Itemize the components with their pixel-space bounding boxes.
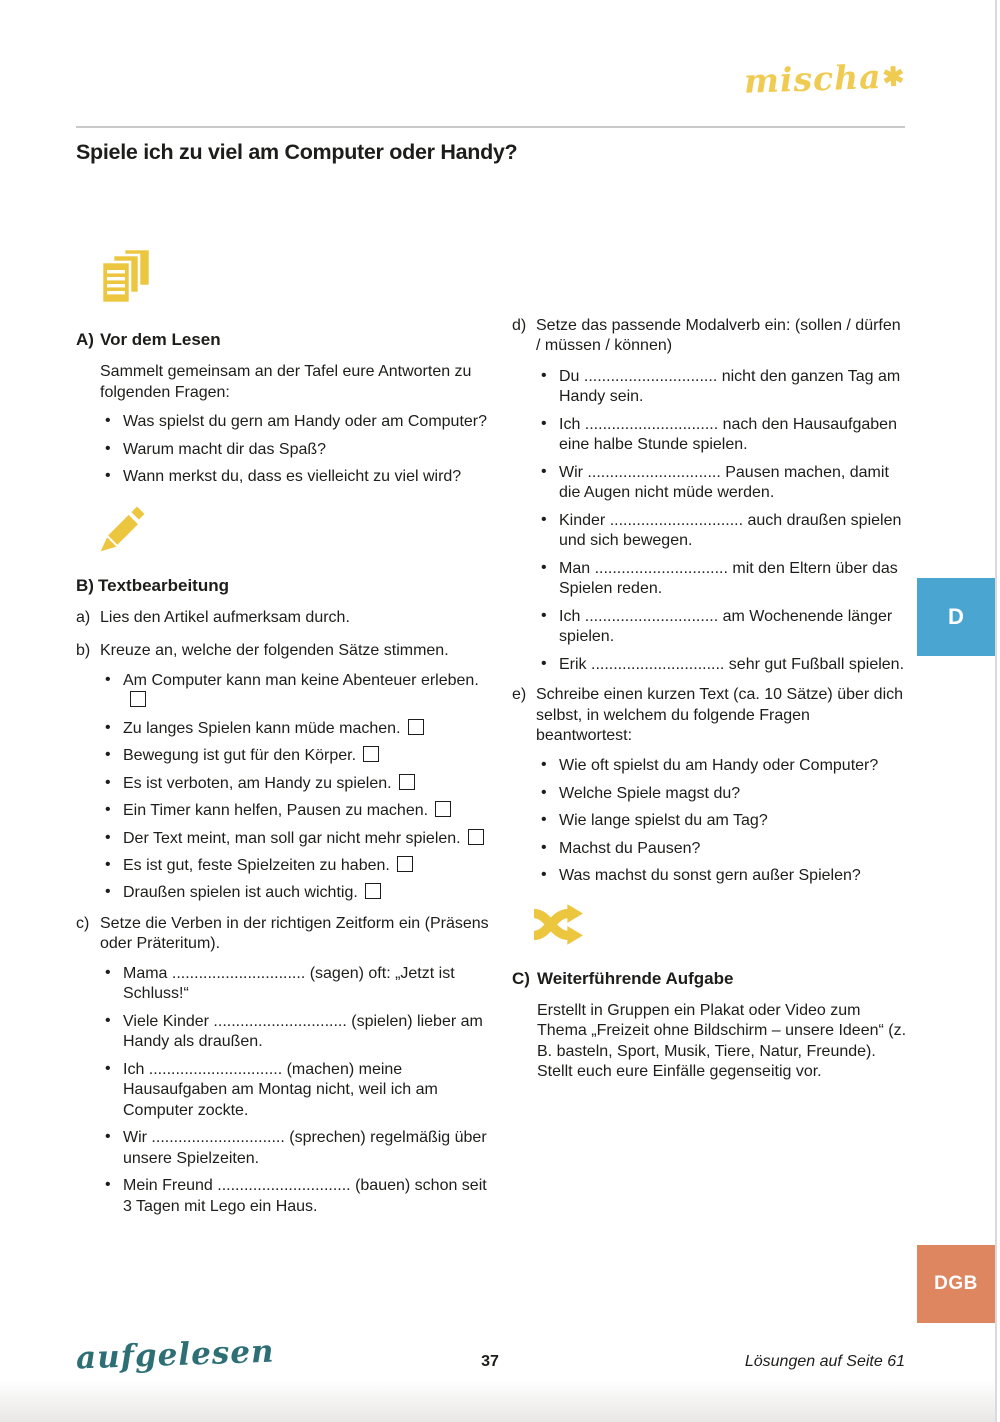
fill-blank-item: • Man .............................. mit den Eltern über das Spielen reden. <box>512 559 908 600</box>
list-item: • Machst du Pausen? <box>512 839 908 859</box>
checkbox[interactable] <box>363 746 379 762</box>
list-item: • Wie lange spielst du am Tag? <box>512 811 908 831</box>
checkbox-list <box>76 671 494 904</box>
checkbox-item <box>76 746 494 766</box>
task-a <box>76 608 494 628</box>
page-bottom-shadow <box>0 1380 995 1422</box>
checkbox-item <box>76 671 494 712</box>
section-c-heading-text: Weiterführende Aufgabe <box>537 969 734 989</box>
chapter-tab-d[interactable] <box>917 578 995 656</box>
task-a-text: Lies den Artikel aufmerksam durch. <box>100 608 350 626</box>
checkbox-item-text: Der Text meint, man soll gar nicht mehr spielen. <box>123 829 461 847</box>
section-a-intro: Sammelt gemeinsam an der Tafel eure Antworten zu folgenden Fragen: <box>100 363 472 401</box>
checkbox-item-text: Ein Timer kann helfen, Pausen zu machen. <box>123 802 429 820</box>
section-b-label: B) <box>76 576 94 596</box>
checkbox-item-text: Es ist verboten, am Handy zu spielen. <box>123 774 392 792</box>
page-title: Spiele ich zu viel am Computer oder Handy? <box>76 140 518 164</box>
checkbox-item <box>76 883 494 903</box>
section-b-heading <box>76 575 494 597</box>
fill-blank-item: • Kinder .............................. auch draußen spielen und sich bewegen. <box>512 511 908 552</box>
list-item: • Wann merkst du, dass es vielleicht zu viel wird? <box>76 467 494 487</box>
shuffle-icon <box>530 900 908 956</box>
checkbox-item-text: Am Computer kann man keine Abenteuer erleben. <box>123 671 479 689</box>
documents-icon <box>99 248 494 314</box>
section-c-label: C) <box>512 969 530 989</box>
section-c-body: Erstellt in Gruppen ein Plakat oder Video zum Thema „Freizeit ohne Bildschirm – unsere Ideen“ (z. B. basteln, Sport, Musik, Tiere, Natur, Freunde). Stellt euch eure Einfälle gegenseitig vor. <box>537 1002 907 1081</box>
task-b-text: Kreuze an, welche der folgenden Sätze stimmen. <box>100 642 449 660</box>
fill-blank-item: • Erik .............................. sehr gut Fußball spielen. <box>512 655 908 675</box>
chapter-tab-dgb[interactable] <box>917 1245 995 1323</box>
section-a-bullet-list <box>76 412 494 487</box>
checkbox[interactable] <box>408 719 424 735</box>
task-e-label: e) <box>512 686 527 704</box>
checkbox[interactable] <box>397 856 413 872</box>
section-b-heading-text: Textbearbeitung <box>98 576 229 596</box>
task-d-text: Setze das passende Modalverb ein: (sollen / dürfen / müssen / können) <box>536 317 901 355</box>
task-d <box>512 316 908 357</box>
chapter-tab-dgb-label: DGB <box>934 1272 978 1294</box>
fill-blank-item: • Wir .............................. Pausen machen, damit die Augen nicht müde werden. <box>512 463 908 504</box>
section-a-heading-text: Vor dem Lesen <box>100 330 221 350</box>
checkbox[interactable] <box>435 801 451 817</box>
checkbox-item <box>76 829 494 849</box>
fill-blank-item: • Wir .............................. (sprechen) regelmäßig über unsere Spielzeiten. <box>76 1128 494 1169</box>
pencil-icon <box>95 500 494 562</box>
fill-blank-item: • Mein Freund .............................. (bauen) schon seit 3 Tagen mit Lego ein Haus. <box>76 1176 494 1217</box>
fill-blank-item: • Du .............................. nicht den ganzen Tag am Handy sein. <box>512 367 908 408</box>
verb-fill-list <box>76 964 494 1217</box>
checkbox-item <box>76 719 494 739</box>
mischa-logo <box>743 55 906 103</box>
checkbox-item <box>76 856 494 876</box>
right-column <box>512 316 908 1092</box>
chapter-tab-d-label: D <box>948 603 964 629</box>
checkbox[interactable] <box>365 883 381 899</box>
list-item: • Was spielst du gern am Handy oder am Computer? <box>76 412 494 432</box>
fill-blank-item: • Ich .............................. am Wochenende länger spielen. <box>512 607 908 648</box>
page-number: 37 <box>481 1353 499 1370</box>
checkbox[interactable] <box>399 774 415 790</box>
list-item: • Welche Spiele magst du? <box>512 784 908 804</box>
task-b <box>76 641 494 661</box>
list-item: • Warum macht dir das Spaß? <box>76 440 494 460</box>
task-b-label: b) <box>76 642 91 660</box>
aufgelesen-logo: aufgelesen <box>75 1333 276 1377</box>
star-icon: ✱ <box>881 62 906 93</box>
section-a-label: A) <box>76 330 94 350</box>
task-c-text: Setze die Verben in der richtigen Zeitform ein (Präsens oder Präteritum). <box>100 914 489 953</box>
modal-verb-list <box>512 367 908 675</box>
checkbox[interactable] <box>130 691 146 707</box>
checkbox-item-text: Bewegung ist gut für den Körper. <box>123 747 357 765</box>
task-c-label: c) <box>76 914 90 932</box>
task-c <box>76 914 494 955</box>
checkbox-item-text: Draußen spielen ist auch wichtig. <box>123 884 358 902</box>
checkbox[interactable] <box>468 829 484 845</box>
section-a-heading <box>76 329 494 351</box>
task-e-text: Schreibe einen kurzen Text (ca. 10 Sätze) über dich selbst, in welchem du folgende Fragen beantwortest: <box>536 686 904 744</box>
section-c-heading <box>512 968 908 990</box>
header-divider <box>76 126 905 128</box>
fill-blank-item: • Ich .............................. (machen) meine Hausaufgaben am Montag nicht, weil ich am Computer zockte. <box>76 1060 494 1121</box>
list-item: • Was machst du sonst gern außer Spielen? <box>512 866 908 886</box>
task-d-label: d) <box>512 317 527 334</box>
fill-blank-item: • Ich .............................. nach den Hausaufgaben eine halbe Stunde spielen. <box>512 415 908 456</box>
left-column <box>76 248 494 1227</box>
checkbox-item-text: Zu langes Spielen kann müde machen. <box>123 719 401 737</box>
task-e <box>512 685 908 746</box>
checkbox-item <box>76 801 494 821</box>
list-item: • Wie oft spielst du am Handy oder Computer? <box>512 756 908 776</box>
task-a-label: a) <box>76 608 91 626</box>
fill-blank-item: • Mama .............................. (sagen) oft: „Jetzt ist Schluss!“ <box>76 964 494 1005</box>
checkbox-item-text: Es ist gut, feste Spielzeiten zu haben. <box>123 857 390 874</box>
solutions-note: Lösungen auf Seite 61 <box>744 1353 905 1370</box>
page-right-edge <box>995 0 997 1422</box>
question-list <box>512 756 908 886</box>
mischa-logo-text: mischa <box>743 57 882 101</box>
fill-blank-item: • Viele Kinder .............................. (spielen) lieber am Handy als draußen. <box>76 1012 494 1053</box>
checkbox-item <box>76 774 494 794</box>
